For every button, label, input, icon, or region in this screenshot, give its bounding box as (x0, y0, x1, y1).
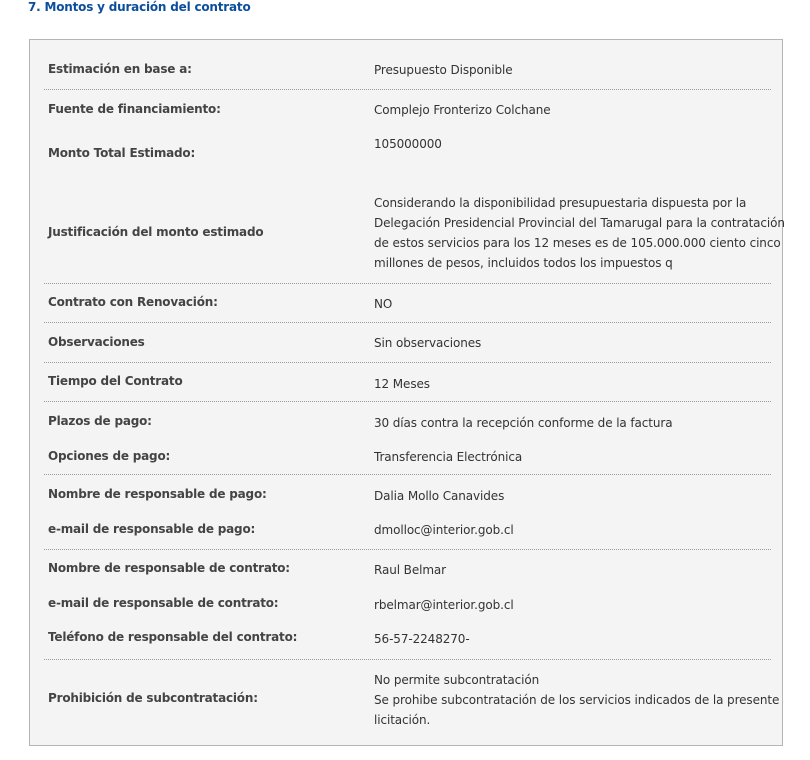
subcontratacion-line-2: Se prohibe subcontratación de los servicios indicados de la presente (374, 693, 780, 707)
row-responsable-pago (44, 475, 771, 550)
subcontratacion-line-3: licitación. (374, 713, 431, 727)
label-resp-contrato-email: e-mail de responsable de contrato: (48, 596, 279, 610)
subcontratacion-line-1: No permite subcontratación (374, 673, 540, 687)
section-title: 7. Montos y duración del contrato (28, 0, 251, 14)
contract-amounts-panel (29, 39, 783, 746)
justificacion-line-4: millones de pesos, incluidos todos los impuestos q (374, 256, 673, 270)
label-fuente: Fuente de financiamiento: (48, 102, 221, 116)
value-resp-contrato-email: rbelmar@interior.gob.cl (374, 598, 514, 612)
value-resp-pago-nombre: Dalia Mollo Canavides (374, 489, 505, 503)
justificacion-line-2: Delegación Presidencial Provincial del Tamarugal para la contratación (374, 216, 785, 230)
value-tiempo: 12 Meses (374, 377, 430, 391)
row-plazos (44, 402, 771, 475)
value-resp-pago-email: dmolloc@interior.gob.cl (374, 523, 514, 537)
row-responsable-contrato (44, 550, 771, 660)
row-justificacion (44, 170, 785, 284)
label-justificacion: Justificación del monto estimado (48, 225, 264, 239)
value-observaciones: Sin observaciones (374, 336, 482, 350)
value-plazos: 30 días contra la recepción conforme de la factura (374, 416, 673, 430)
value-monto: 105000000 (374, 137, 442, 151)
value-resp-contrato-nombre: Raul Belmar (374, 563, 447, 577)
value-opciones: Transferencia Electrónica (374, 450, 523, 464)
value-resp-contrato-tel: 56-57-2248270- (374, 632, 470, 646)
label-estimacion: Estimación en base a: (48, 62, 192, 76)
row-renovacion (44, 284, 771, 323)
label-monto: Monto Total Estimado: (48, 146, 196, 160)
value-subcontratacion (374, 670, 780, 730)
value-renovacion: NO (374, 297, 393, 311)
label-renovacion: Contrato con Renovación: (48, 295, 218, 309)
row-estimacion (44, 50, 771, 90)
label-resp-pago-nombre: Nombre de responsable de pago: (48, 487, 267, 501)
justificacion-line-1: Considerando la disponibilidad presupuestaria dispuesta por la (374, 196, 747, 210)
label-opciones: Opciones de pago: (48, 449, 171, 463)
label-subcontratacion: Prohibición de subcontratación: (48, 691, 258, 705)
label-tiempo: Tiempo del Contrato (48, 374, 183, 388)
label-observaciones: Observaciones (48, 335, 145, 349)
row-observaciones (44, 323, 771, 363)
label-plazos: Plazos de pago: (48, 414, 152, 428)
value-justificacion (374, 193, 785, 273)
value-fuente: Complejo Fronterizo Colchane (374, 103, 551, 117)
label-resp-contrato-tel: Teléfono de responsable del contrato: (48, 630, 298, 644)
label-resp-contrato-nombre: Nombre de responsable de contrato: (48, 561, 290, 575)
row-fuente (44, 90, 771, 170)
row-subcontratacion (44, 660, 780, 740)
value-estimacion: Presupuesto Disponible (374, 63, 513, 77)
justificacion-line-3: de estos servicios para los 12 meses es de 105.000.000 ciento cinco (374, 236, 781, 250)
label-resp-pago-email: e-mail de responsable de pago: (48, 522, 256, 536)
row-tiempo (44, 363, 771, 402)
